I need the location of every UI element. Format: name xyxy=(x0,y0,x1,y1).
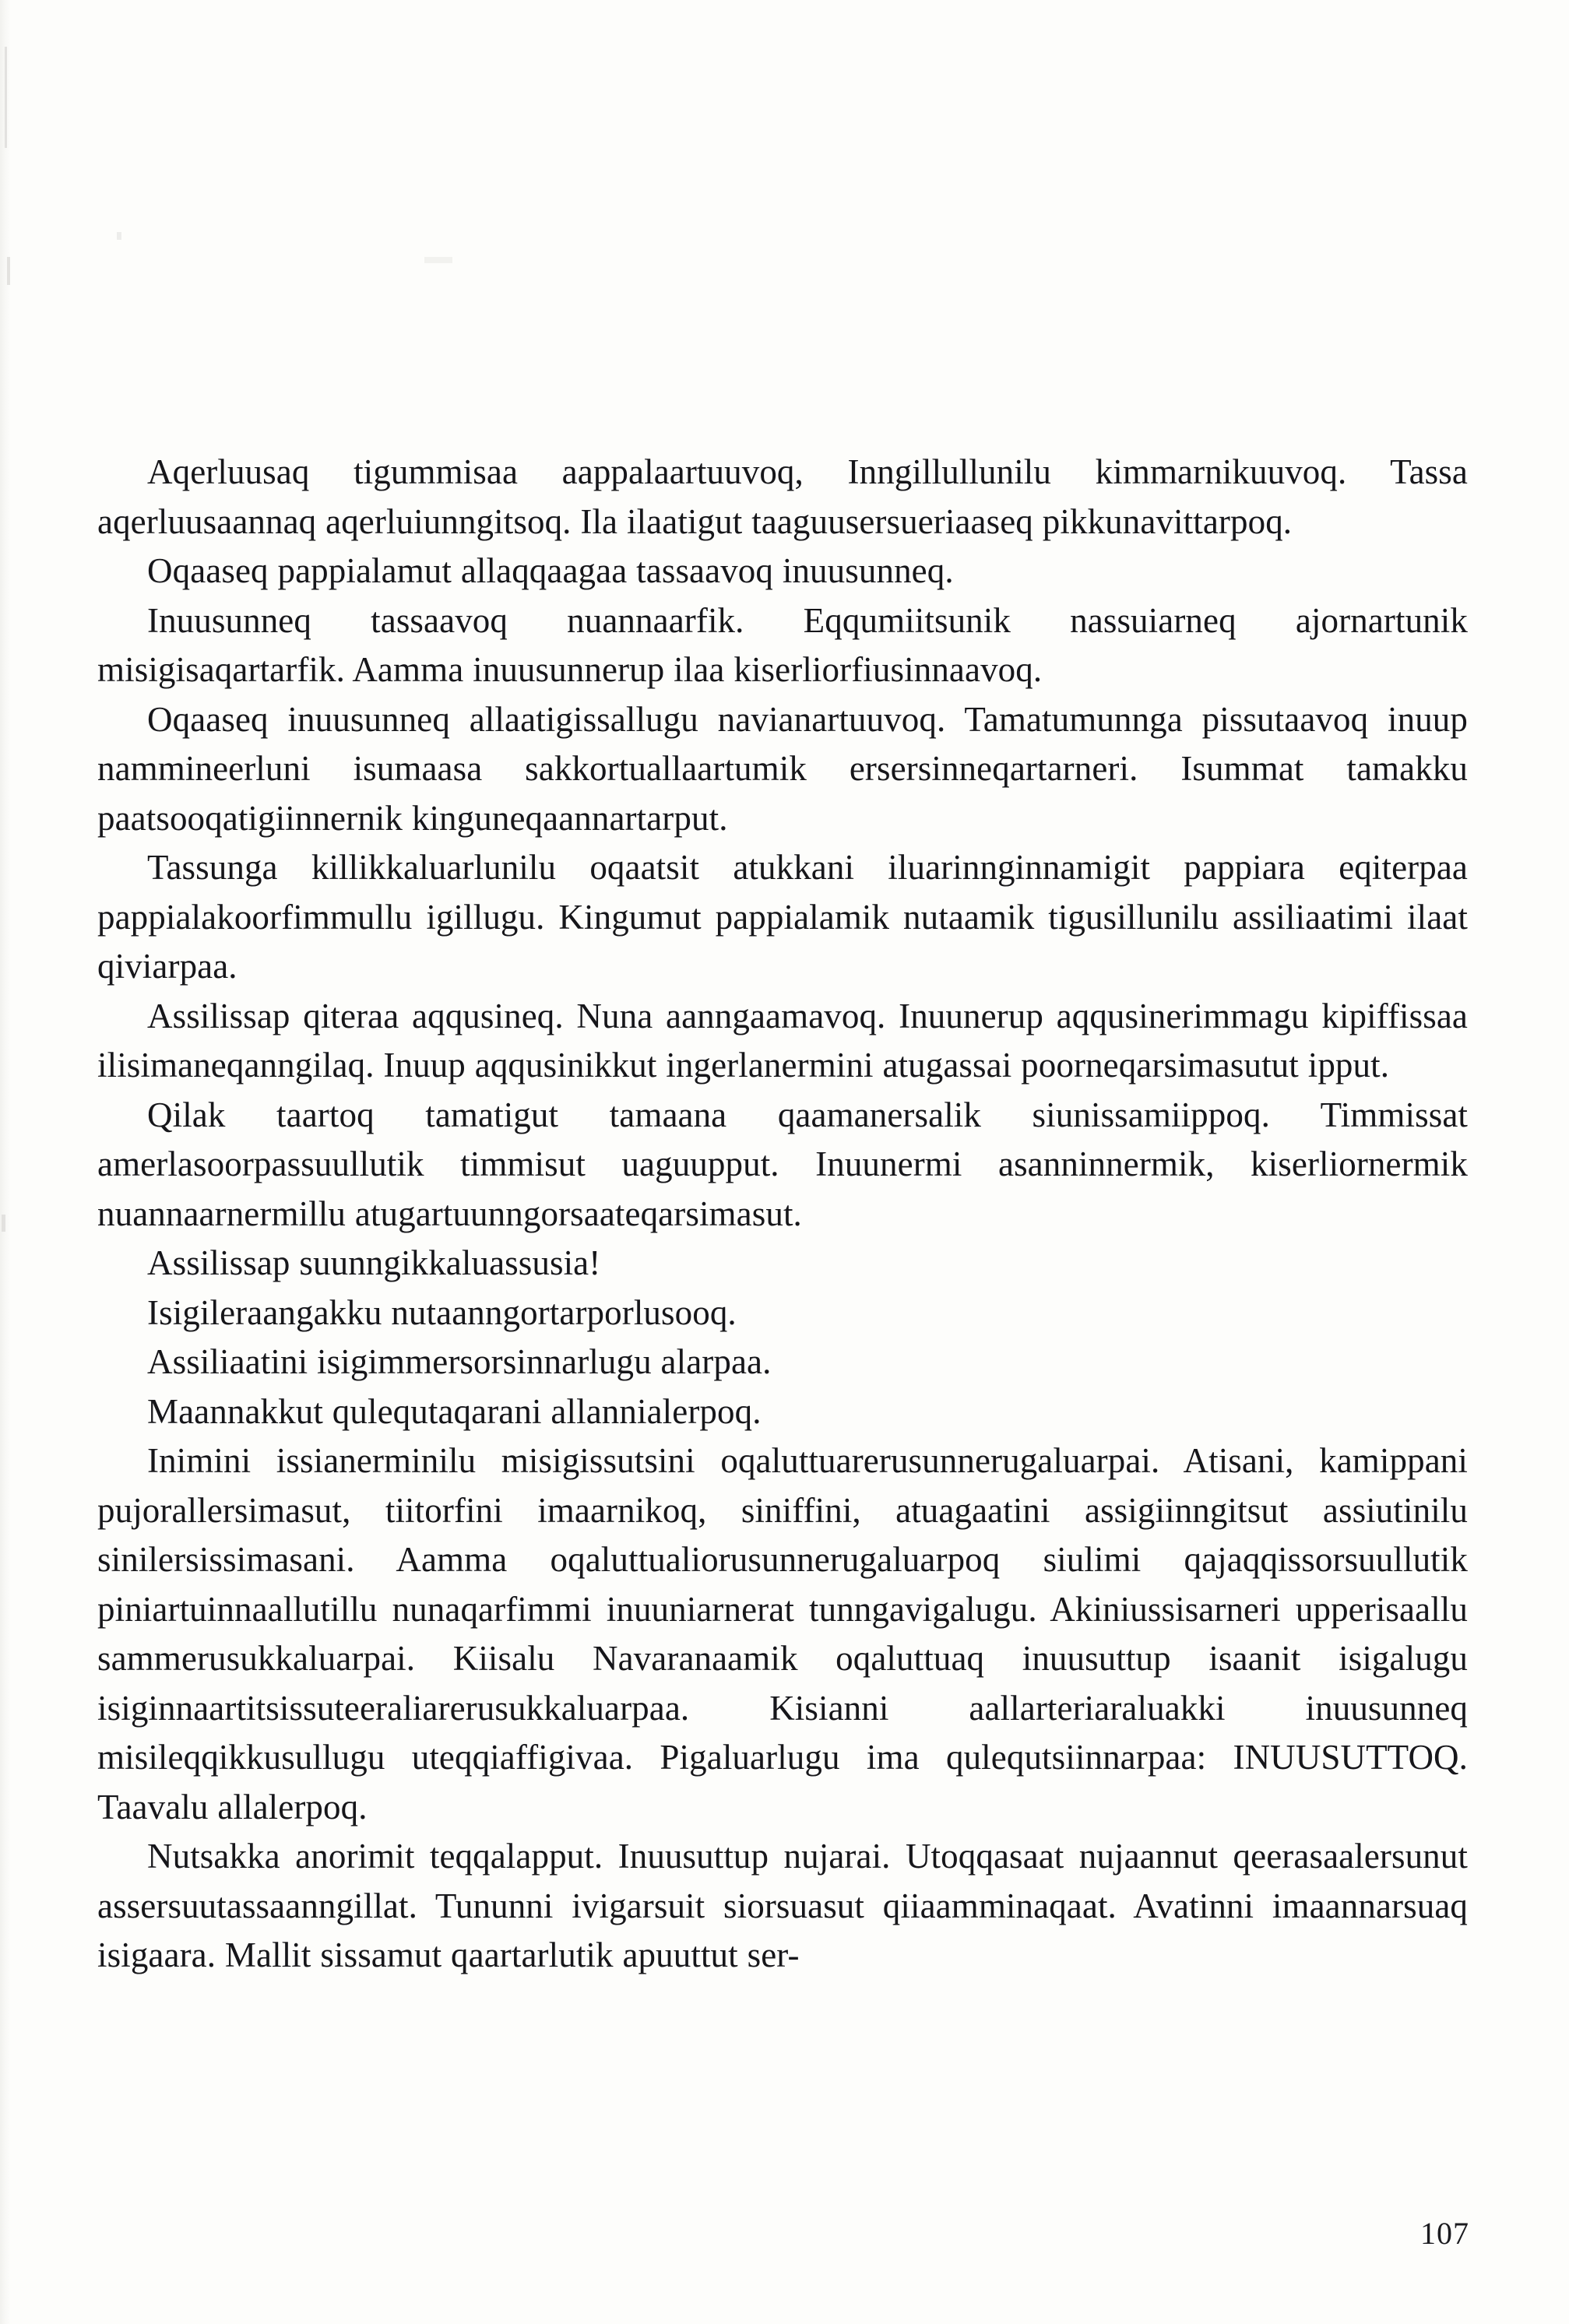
scan-artifact xyxy=(7,257,10,285)
paragraph: Nutsakka anorimit teqqalapput. Inuusuttup nujarai. Utoqqasaat nujaannut qeerasaalersunut assersuutassaanngillat. Tununni ivigarsuit siorsuasut qiiaamminaqaat. Avatinni imaannarsuaq isigaara. Mallit sissamut qaartarlutik apuuttut ser- xyxy=(97,1837,1468,1974)
scan-artifact xyxy=(424,257,452,263)
paragraph: Oqaaseq inuusunneq allaatigissallugu navianartuuvoq. Tamatumunnga pissutaavoq inuup nammineerluni isumaasa sakkortuallaartumik ersersinneqartarneri. Isummat tamakku paatsooqatigiinnernik kinguneqaannartarput. xyxy=(97,699,1468,838)
body-text-block xyxy=(97,448,1468,1981)
scan-artifact xyxy=(2,1215,5,1232)
paragraph: Assiliaatini isigimmersorsinnarlugu alarpaa. xyxy=(147,1342,772,1381)
paragraph: Assilissap qiteraa aqqusineq. Nuna aanngaamavoq. Inuunerup aqqusinerimmagu kipiffissaa ilisimaneqanngilaq. Inuup aqqusinikkut ingerlanermini atugassai poorneqarsimasutut ipput. xyxy=(97,996,1468,1085)
paragraph: Oqaaseq pappialamut allaqqaagaa tassaavoq inuusunneq. xyxy=(147,551,954,590)
scan-gutter-shadow xyxy=(0,0,11,2324)
paragraph: Inimini issianerminilu misigissutsini oqaluttuarerusunnerugaluarpai. Atisani, kamippani pujorallersimasut, tiitorfini imaarnikoq, siniffini, atuagaatini assigiinngitsut assiutinilu sinilersissimasani. Aamma oqaluttualiorusunnerugaluarpoq siulimi qajaqqissorsuullutik piniartuinnaallutillu nunaqarfimmi inuuniarnerat tunngavigalugu. Akiniussisarneri upperisaallu sammerusukkaluarpai. Kiisalu Navaranaamik oqaluttuaq inuusuttup isaanit isigalugu isiginnaartitsissuteeraliarerusukkaluarpaa. Kisianni aallarteriaraluakki inuusunneq misileqqikkusullugu uteqqiaffigivaa. Pigaluarlugu ima qulequtsiinnarpaa: INUUSUTTOQ. Taavalu allalerpoq. xyxy=(97,1441,1468,1827)
paragraph: Tassunga killikkaluarlunilu oqaatsit atukkani iluarinnginnamigit pappiara eqiterpaa pappialakoorfimmullu igillugu. Kingumut pappialamik nutaamik tigusillunilu assiliaatimi ilaat qiviarpaa. xyxy=(97,848,1468,986)
scan-artifact xyxy=(117,232,121,240)
paragraph: Aqerluusaq tigummisaa aappalaartuuvoq, Inngillullunilu kimmarnikuuvoq. Tassa aqerluusaannaq aqerluiunngitsoq. Ila ilaatigut taaguusersueriaaseq pikkunavittarpoq. xyxy=(97,452,1468,541)
paragraph: Isigileraangakku nutaanngortarporlusooq. xyxy=(147,1292,737,1332)
paragraph: Inuusunneq tassaavoq nuannaarfik. Eqqumiitsunik nassuiarneq ajornartunik misigisaqartarfik. Aamma inuusunnerup ilaa kiserliorfiusinnaavoq. xyxy=(97,600,1468,689)
scan-artifact xyxy=(5,47,7,148)
paragraph: Assilissap suunngikkaluassusia! xyxy=(147,1243,601,1282)
paragraph: Qilak taartoq tamatigut tamaana qaamanersalik siunissamiippoq. Timmissat amerlasoorpassuullutik timmisut uaguupput. Inuunermi asanninnermik, kiserliornermik nuannaarnermillu atugartuunngorsaateqarsimasut. xyxy=(97,1095,1468,1233)
page-number: 107 xyxy=(1420,2216,1469,2251)
paragraph: Maannakkut qulequtaqarani allannialerpoq. xyxy=(147,1391,762,1431)
